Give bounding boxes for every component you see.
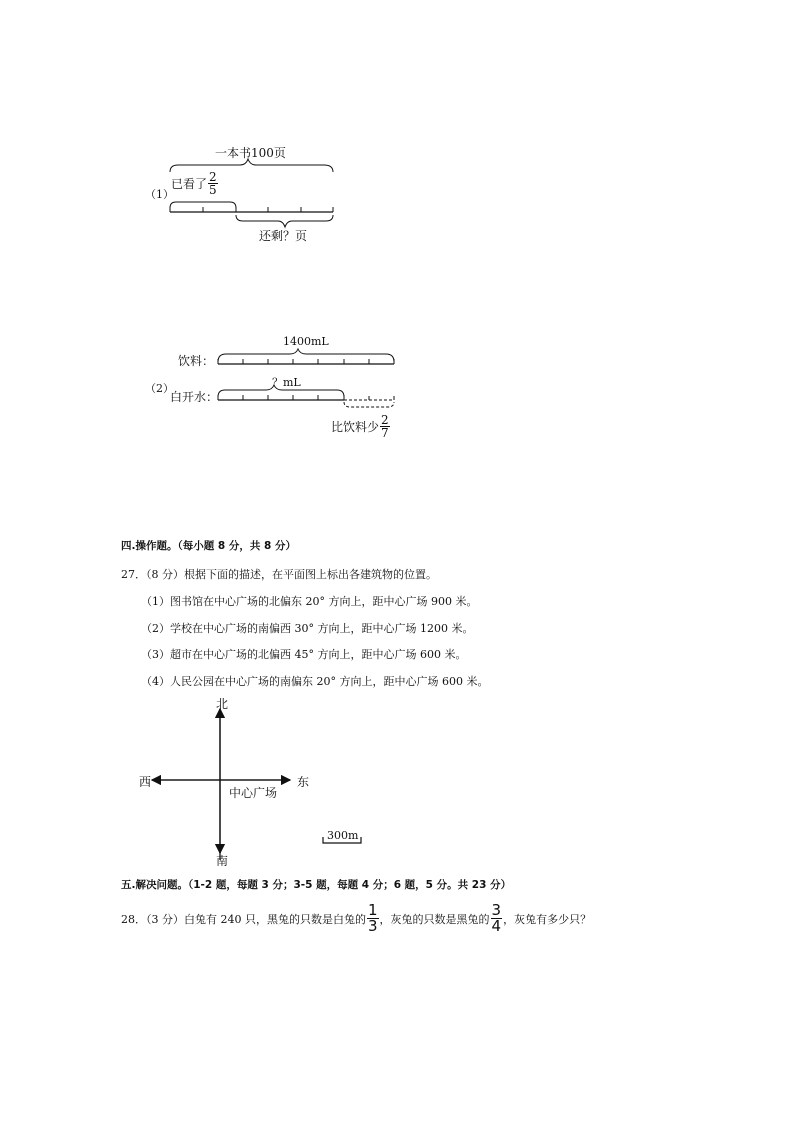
section4-heading: 四.操作题。（每小题 8 分，共 8 分）	[121, 540, 296, 552]
read-frac-num: 2	[209, 170, 217, 184]
q27-item: （3）超市在中心广场的北偏西 45° 方向上，距中心广场 600 米。	[141, 648, 467, 661]
q27-stem: 27．（8 分）根据下面的描述，在平面图上标出各建筑物的位置。	[121, 568, 437, 581]
q28-fraction-1	[367, 903, 379, 934]
drink-ticks	[218, 359, 394, 364]
water-brace	[218, 385, 344, 397]
less-frac-den: 7	[381, 426, 389, 440]
drink-brace	[218, 349, 394, 362]
book-segment-diagram	[160, 155, 350, 245]
compass-map	[130, 695, 370, 870]
q27-item: （1）图书馆在中心广场的北偏东 20° 方向上，距中心广场 900 米。	[141, 595, 478, 608]
less-brace	[344, 402, 394, 407]
total-brace	[170, 159, 333, 172]
read-prefix: 已看了	[171, 177, 208, 191]
north-label: 北	[216, 697, 229, 711]
scale-label: 300m	[327, 829, 359, 842]
q28-frac1-den: 3	[367, 917, 378, 935]
diagram1-index: （1）	[145, 188, 174, 201]
drink-amount: 1400mL	[283, 335, 329, 348]
east-label: 东	[297, 775, 310, 789]
q28-frac2-num: 3	[491, 901, 502, 919]
water-ticks	[218, 395, 344, 400]
q28-part1: 28．（3 分）白兔有 240 只，黑兔的只数是白兔的	[121, 912, 366, 926]
read-frac-den: 5	[209, 183, 217, 197]
q28-part3: ，灰兔有多少只？	[503, 912, 592, 926]
water-row-label: 白开水：	[170, 390, 219, 404]
book-total-label: 一本书100页	[215, 146, 286, 160]
q28	[121, 903, 591, 934]
q28-frac1-num: 1	[367, 901, 378, 919]
less-fraction	[380, 414, 390, 439]
south-label: 南	[216, 854, 229, 868]
q28-frac2-den: 4	[491, 917, 502, 935]
less-frac-num: 2	[381, 413, 389, 427]
book-ticks	[170, 207, 333, 212]
remain-brace	[236, 215, 333, 227]
remain-label: 还剩？页	[259, 229, 308, 243]
section5-heading: 五.解决问题。（1-2 题，每题 3 分；3-5 题，每题 4 分；6 题，5 分。共 23 分）	[121, 879, 512, 891]
drink-row-label: 饮料：	[178, 354, 215, 368]
q27-item: （4）人民公园在中心广场的南偏东 20° 方向上，距中心广场 600 米。	[141, 675, 489, 688]
center-label: 中心广场	[229, 786, 278, 800]
drink-segment-diagram	[210, 340, 410, 410]
less-label	[331, 414, 391, 439]
q28-fraction-2	[491, 903, 503, 934]
diagram2-index: （2）	[145, 382, 174, 395]
west-label: 西	[139, 775, 152, 789]
q27-item: （2）学校在中心广场的南偏西 30° 方向上，距中心广场 1200 米。	[141, 622, 474, 635]
less-prefix: 比饮料少	[331, 420, 380, 434]
water-amount: ？mL	[272, 376, 301, 389]
q28-part2: ，灰兔的只数是黑兔的	[379, 912, 490, 926]
